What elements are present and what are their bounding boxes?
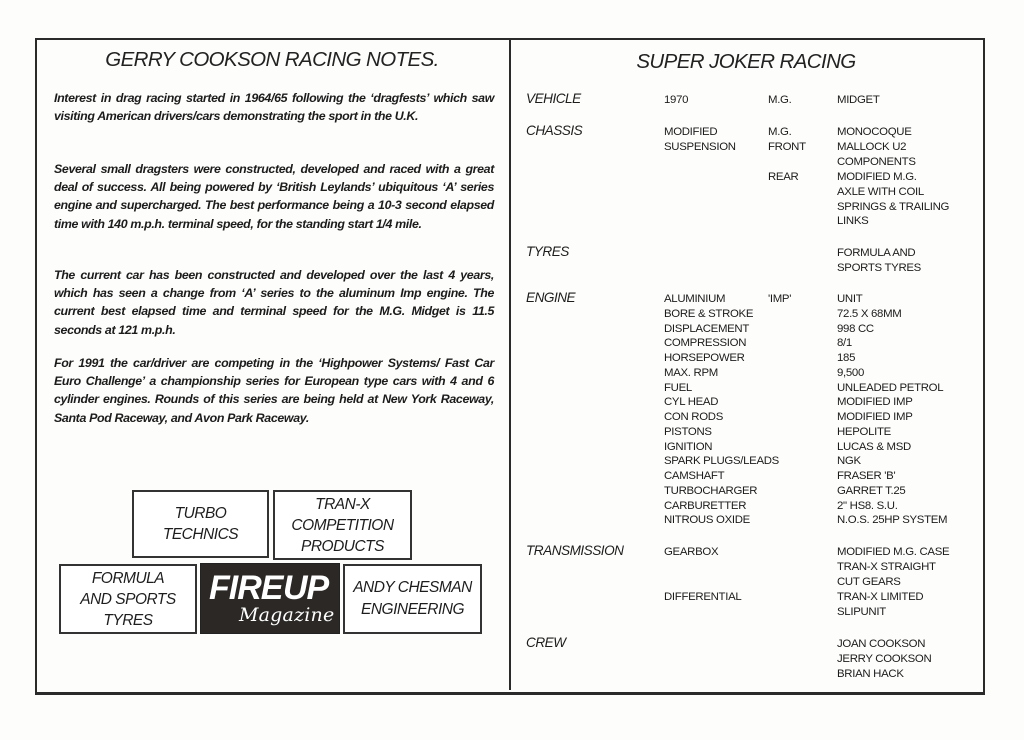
engine-spec-value: NGK	[837, 455, 861, 468]
logo-letter: UP	[283, 569, 329, 607]
engine-spec-item: CYL HEAD	[664, 396, 719, 409]
tyres-value: FORMULA AND	[837, 247, 916, 259]
vehicle-make: M.G.	[768, 94, 792, 106]
team-title: SUPER JOKER RACING	[636, 50, 856, 73]
gearbox-value: MODIFIED M.G. CASE	[837, 546, 950, 558]
chassis-value: SPRINGS & TRAILING	[837, 201, 950, 213]
sponsor-turbo-technics	[132, 490, 269, 558]
engine-spec-value: HEPOLITE	[837, 425, 891, 438]
vehicle-year: 1970	[664, 94, 689, 106]
differential-value: TRAN-X LIMITED	[837, 591, 924, 603]
engine-spec-item: TURBOCHARGER	[664, 484, 758, 497]
notes-paragraph: Interest in drag racing started in 1964/65 following the ‘dragfests’ which saw visiting American drivers/cars demonstrating the sport in the U.K.	[54, 91, 494, 124]
chassis-desc: SUSPENSION	[664, 141, 736, 153]
gearbox-value: CUT GEARS	[837, 576, 901, 588]
engine-spec-value: MODIFIED IMP	[837, 411, 913, 423]
engine-spec-item: HORSEPOWER	[664, 352, 745, 364]
chassis-value: AXLE WITH COIL	[837, 186, 924, 198]
engine-spec-value: N.O.S. 25HP SYSTEM	[837, 514, 948, 527]
engine-spec-value: 185	[837, 352, 856, 364]
tyres-value: SPORTS TYRES	[837, 262, 921, 274]
notes-paragraph: The current car has been constructed and developed over the last 4 years, which has seen a change from ‘A’ series to the aluminum Imp engine. The current best elapsed time and terminal speed for the M.G. Midget is 11.5 seconds at 121 m.p.h.	[54, 268, 494, 337]
engine-spec-item: CARBURETTER	[664, 499, 747, 512]
chassis-value: MALLOCK U2	[837, 141, 907, 153]
chassis-value: LINKS	[837, 215, 869, 227]
category-tyres: TYRES	[526, 244, 569, 259]
engine-spec-item: MAX. RPM	[664, 366, 718, 379]
crew-member: JOAN COOKSON	[837, 638, 926, 650]
chassis-value: COMPONENTS	[837, 156, 916, 168]
sponsor-line: AND SPORTS	[80, 590, 176, 608]
chassis-part: M.G.	[768, 126, 792, 138]
sponsor-line: ENGINEERING	[360, 601, 464, 618]
chassis-value: MONOCOQUE	[837, 126, 912, 138]
engine-spec-value: 9,500	[837, 366, 865, 379]
engine-spec-value: UNIT	[837, 293, 863, 305]
sponsor-line: FORMULA	[91, 569, 165, 587]
engine-type-qualifier: 'IMP'	[768, 293, 792, 305]
category-vehicle: VEHICLE	[526, 91, 581, 106]
fire-up-magazine-logo	[200, 563, 340, 634]
notes-paragraph: Several small dragsters were constructed, developed and raced with a great deal of success. All being powered by ‘British Leylands’ ubiquitous ‘A’ series engine and supercharged. The best performance being a 10-3 second elapsed time with 140 m.p.h. terminal speed, for the standing start 1/4 mile.	[54, 162, 494, 231]
logo-subtitle: Magazine	[239, 604, 335, 626]
differential-value: SLIPUNIT	[837, 606, 886, 618]
engine-spec-item: CAMSHAFT	[664, 470, 725, 482]
engine-spec-value: 998 CC	[837, 322, 874, 335]
chassis-value: MODIFIED M.G.	[837, 171, 917, 183]
vehicle-model: MIDGET	[837, 94, 880, 106]
engine-spec-item: IGNITION	[664, 440, 713, 453]
chassis-desc: MODIFIED	[664, 126, 718, 138]
engine-spec-value: 72.5 X 68MM	[837, 307, 902, 320]
logo-letter: FIRE	[209, 569, 283, 607]
notes-paragraph: For 1991 the car/driver are competing in the ‘Highpower Systems/ Fast Car Euro Challenge’ a championship series for European type cars with 4 and 6 cylinder engines. Rounds of this series are being held at New York Raceway, Santa Pod Raceway, and Avon Park Raceway.	[54, 356, 494, 425]
sponsor-line: TRAN-X	[315, 495, 370, 513]
engine-spec-value: FRASER 'B'	[837, 470, 896, 482]
engine-spec-item: CON RODS	[664, 411, 723, 423]
engine-spec-value: GARRET T.25	[837, 484, 906, 497]
engine-spec-item: COMPRESSION	[664, 337, 747, 350]
engine-spec-item: NITROUS OXIDE	[664, 514, 750, 527]
crew-member: JERRY COOKSON	[837, 653, 932, 665]
column-divider	[509, 40, 511, 690]
sponsor-line: COMPETITION	[291, 516, 394, 534]
category-chassis: CHASSIS	[526, 123, 583, 138]
engine-spec-item: FUEL	[664, 381, 692, 394]
sponsor-andy-chesman	[343, 564, 482, 634]
sponsor-line: PRODUCTS	[301, 537, 384, 555]
gearbox-label: GEARBOX	[664, 546, 719, 558]
sponsor-line: ANDY CHESMAN	[353, 579, 472, 596]
category-transmission: TRANSMISSION	[526, 543, 624, 558]
engine-spec-value: 2" HS8. S.U.	[837, 499, 898, 512]
engine-spec-value: LUCAS & MSD	[837, 440, 911, 453]
engine-spec-value: 8/1	[837, 337, 852, 350]
engine-spec-item: ALUMINIUM	[664, 293, 726, 305]
sponsor-line: TURBO	[174, 505, 227, 522]
sponsor-line: TYRES	[103, 611, 153, 629]
crew-member: BRIAN HACK	[837, 668, 904, 680]
engine-spec-item: DISPLACEMENT	[664, 322, 750, 335]
engine-spec-item: SPARK PLUGS/LEADS	[664, 455, 779, 468]
sponsor-line: TECHNICS	[162, 526, 239, 543]
category-engine: ENGINE	[526, 290, 576, 305]
gearbox-value: TRAN-X STRAIGHT	[837, 561, 936, 573]
sponsor-tranx	[273, 490, 412, 560]
engine-spec-value: UNLEADED PETROL	[837, 381, 944, 394]
sponsor-formula-sports-tyres	[59, 564, 197, 634]
chassis-part: FRONT	[768, 141, 806, 153]
racing-notes-title: GERRY COOKSON RACING NOTES.	[105, 48, 439, 71]
differential-label: DIFFERENTIAL	[664, 591, 742, 603]
chassis-part: REAR	[768, 171, 799, 183]
engine-spec-item: PISTONS	[664, 425, 712, 438]
engine-spec-item: BORE & STROKE	[664, 307, 754, 320]
category-crew: CREW	[526, 635, 566, 650]
engine-spec-value: MODIFIED IMP	[837, 396, 913, 409]
